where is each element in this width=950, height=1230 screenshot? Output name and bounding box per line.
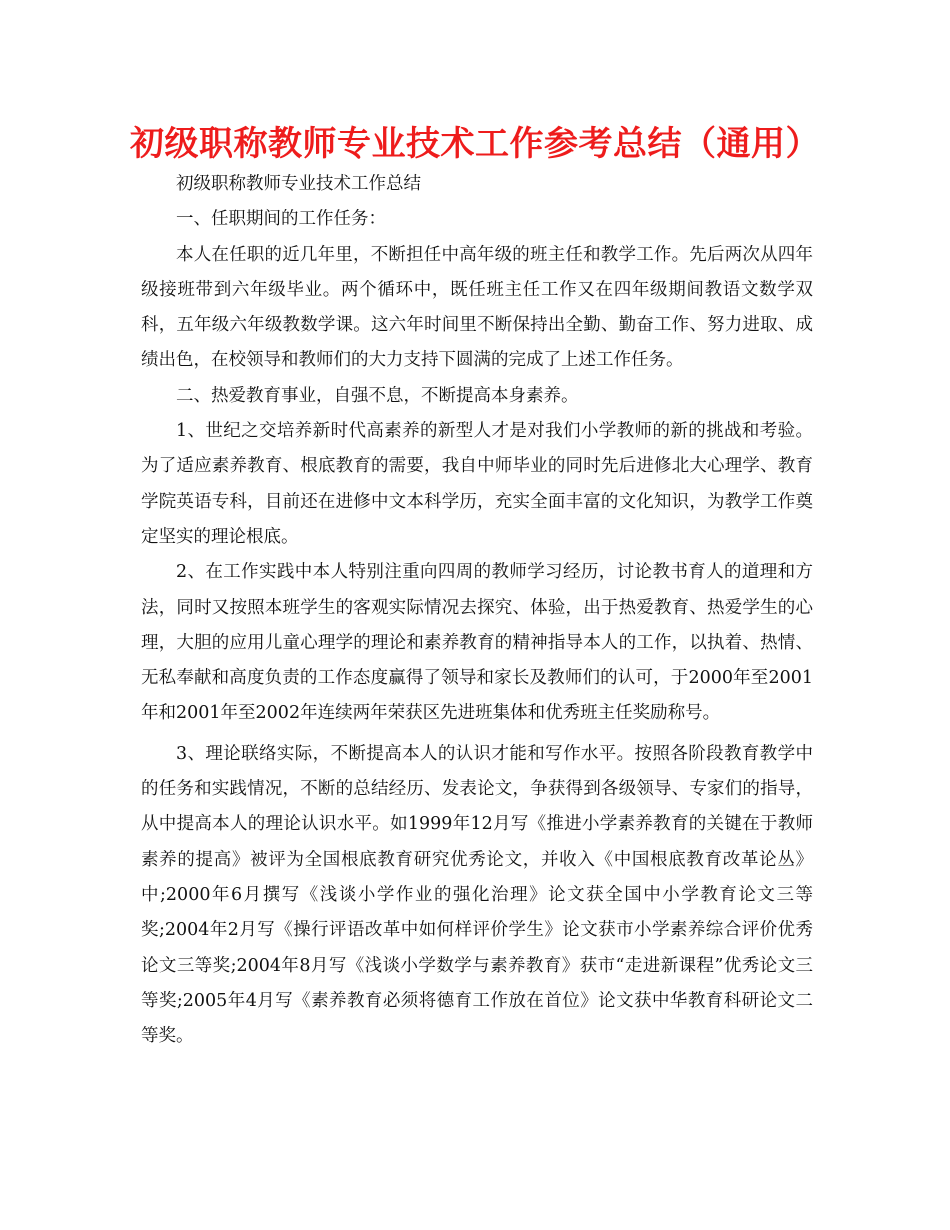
document-body bbox=[141, 167, 813, 1054]
body-paragraph-3: 2、在工作实践中本人特别注重向四周的教师学习经历，讨论教书育人的道理和方法，同时又按照本班学生的客观实际情况去探究、体验，出于热爱教育、热爱学生的心理，大胆的应用儿童心理学的理论和素养教育的精神指导本人的工作，以执着、热情、无私奉献和高度负责的工作态度赢得了领导和家长及教师们的认可，于2000年至2001年和2001年至2002年连续两年荣获区先进班集体和优秀班主任奖励称号。 bbox=[141, 562, 813, 724]
body-paragraph-2: 1、世纪之交培养新时代高素养的新型人才是对我们小学教师的新的挑战和考验。为了适应素养教育、根底教育的需要，我自中师毕业的同时先后进修北大心理学、教育学院英语专科，目前还在进修中文本科学历，充实全面丰富的文化知识，为教学工作奠定坚实的理论根底。 bbox=[141, 421, 813, 547]
body-paragraph-1: 本人在任职的近几年里，不断担任中高年级的班主任和教学工作。先后两次从四年级接班带到六年级毕业。两个循环中，既任班主任工作又在四年级期间教语文数学双科，五年级六年级教数学课。这六年时间里不断保持出全勤、勤奋工作、努力进取、成绩出色，在校领导和教师们的大力支持下圆满的完成了上述工作任务。 bbox=[141, 244, 813, 371]
section-heading-1: 一、任职期间的工作任务： bbox=[176, 209, 386, 230]
body-paragraph-4: 3、理论联络实际，不断提高本人的认识才能和写作水平。按照各阶段教育教学中的任务和实践情况，不断的总结经历、发表论文，争获得到各级领导、专家们的指导，从中提高本人的理论认识水平。如1999年12月写《推进小学素养教育的关键在于教师素养的提高》被评为全国根底教育研究优秀论文，并收入《中国根底教育改革论丛》中;2000年6月撰写《浅谈小学作业的强化治理》论文获全国中小学教育论文三等奖;2004年2月写《操行评语改革中如何样评价学生》论文获市小学素养综合评价优秀论文三等奖;2004年8月写《浅谈小学数学与素养教育》获市“走进新课程”优秀论文三等奖;2005年4月写《素养教育必须将德育工作放在首位》论文获中华教育科研论文二等奖。 bbox=[141, 743, 813, 1047]
document-title: 初级职称教师专业技术工作参考总结（通用） bbox=[130, 124, 820, 164]
section-heading-2: 二、热爱教育事业，自强不息，不断提高本身素养。 bbox=[176, 385, 579, 406]
subtitle-paragraph: 初级职称教师专业技术工作总结 bbox=[176, 174, 421, 194]
